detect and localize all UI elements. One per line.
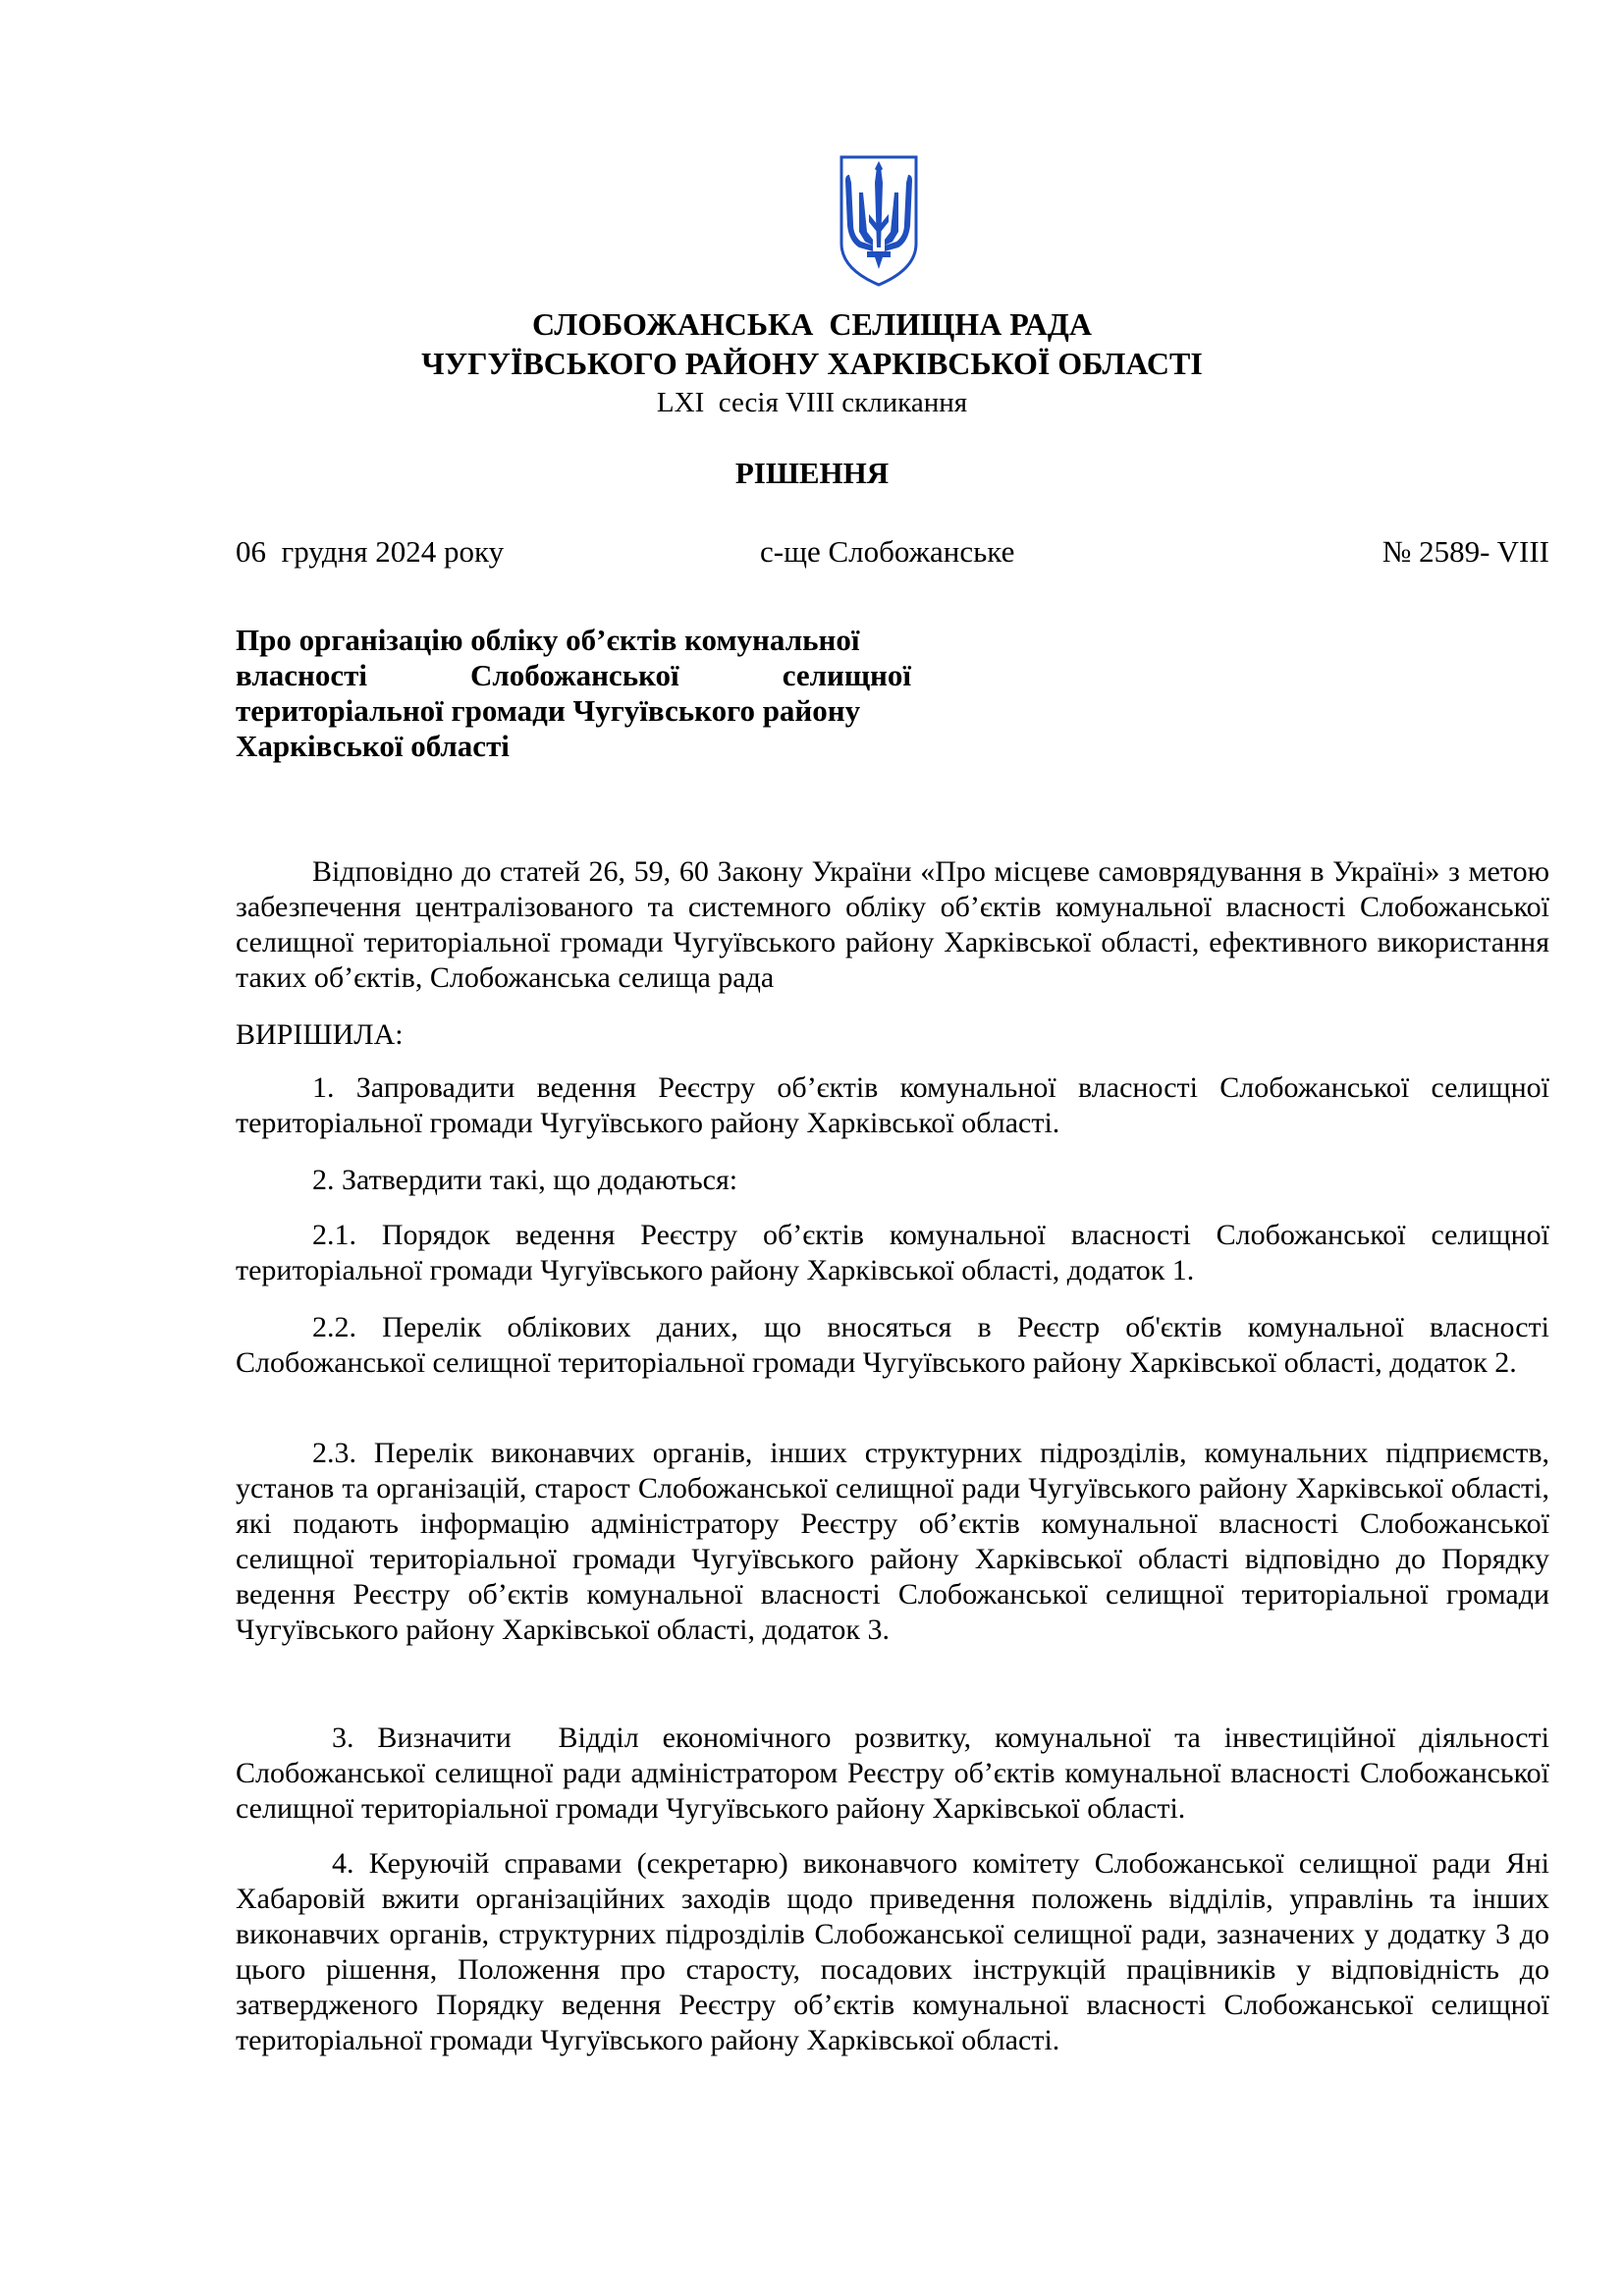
resolved-heading xyxy=(236,1017,1549,1053)
tryzub-coat-of-arms-icon xyxy=(836,153,922,289)
decision-item-4 xyxy=(236,1846,1549,2058)
document-place: с-ще Слобожанське xyxy=(760,534,1015,569)
document-meta-row xyxy=(236,534,1549,574)
subject-line: власності Слобожанської селищної xyxy=(236,658,911,692)
item-text: 3. Визначити Відділ економічного розвитку, комунальної та інвестиційної діяльності Слобожанської селищної ради адміністратором Реєстру об’єктів комунальної власності Слобожанської селищної територіальної громади Чугуївського району Харківської області. xyxy=(236,1722,1557,1825)
item-text: 4. Керуючій справами (секретарю) виконавчого комітету Слобожанської селищної ради Яні Хабаровій вжити організаційних заходів щодо приведення положень відділів, управлінь та інших виконавчих органів, структурних підрозділів Слобожанської селищної ради, зазначених у додатку 3 до цього рішення, Положення про старосту, посадових інструкцій працівників у відповідність до затвердженого Порядку ведення Реєстру об’єктів комунальної власності Слобожанської селищної територіальної громади Чугуївського району Харківської області. xyxy=(236,1847,1549,2056)
session-info xyxy=(0,385,1624,420)
item-text: 2.1. Порядок ведення Реєстру об’єктів комунальної власності Слобожанської селищної територіальної громади Чугуївського району Харківської області, додаток 1. xyxy=(236,1219,1549,1286)
item-text: 2.3. Перелік виконавчих органів, інших структурних підрозділів, комунальних підприємств, установ та організацій, старост Слобожанської селищної ради Чугуївського району Харківської області, які подають інформацію адміністратору Реєстру об’єктів комунальної власності Слобожанської селищної територіальної громади Чугуївського району Харківської області відповідно до Порядку ведення Реєстру об’єктів комунальної власності Слобожанської селищної територіальної громади Чугуївського району Харківської області, додаток 3. xyxy=(236,1437,1549,1646)
document-number: № 2589- VIII xyxy=(1381,534,1549,569)
subject-line: Про організацію обліку об’єктів комунальної xyxy=(236,623,860,657)
item-text: 2. Затвердити такі, що додаються: xyxy=(312,1164,738,1196)
resolved-text: ВИРІШИЛА: xyxy=(236,1018,404,1051)
preamble-paragraph xyxy=(236,854,1549,996)
council-title: СЛОБОЖАНСЬКА СЕЛИЩНА РАДА xyxy=(532,306,1092,342)
subject-line: територіальної громади Чугуївського району xyxy=(236,693,861,728)
district-name xyxy=(0,346,1624,381)
council-name xyxy=(0,306,1624,342)
decision-item-3 xyxy=(236,1721,1557,1827)
session-line: LXI сесія VIII скликання xyxy=(656,387,968,418)
decision-item-2 xyxy=(236,1163,1549,1198)
district-title: ЧУГУЇВСЬКОГО РАЙОНУ ХАРКІВСЬКОЇ ОБЛАСТІ xyxy=(421,346,1203,381)
preamble-text: Відповідно до статей 26, 59, 60 Закону України «Про місцеве самоврядування в Україні» з метою забезпечення централізованого та системного обліку об’єктів комунальної власності Слобожанської селищної територіальної громади Чугуївського району Харківської області, ефективного використання таких об’єктів, Слобожанська селища рада xyxy=(236,855,1549,994)
decision-item-1 xyxy=(236,1070,1549,1141)
decision-item-2-1 xyxy=(236,1218,1549,1288)
item-text: 1. Запровадити ведення Реєстру об’єктів комунальної власності Слобожанської селищної територіальної громади Чугуївського району Харківської області. xyxy=(236,1071,1549,1139)
decision-subject xyxy=(236,623,911,764)
subject-line: Харківської області xyxy=(236,729,510,763)
document-date: 06 грудня 2024 року xyxy=(236,534,505,569)
decision-item-2-2 xyxy=(236,1310,1549,1381)
item-text: 2.2. Перелік облікових даних, що вносяться в Реєстр об'єктів комунальної власності Слобожанської селищної територіальної громади Чугуївського району Харківської області, додаток 2. xyxy=(236,1311,1549,1379)
decision-item-2-3 xyxy=(236,1436,1549,1648)
document-type-heading: РІШЕННЯ xyxy=(734,456,890,490)
